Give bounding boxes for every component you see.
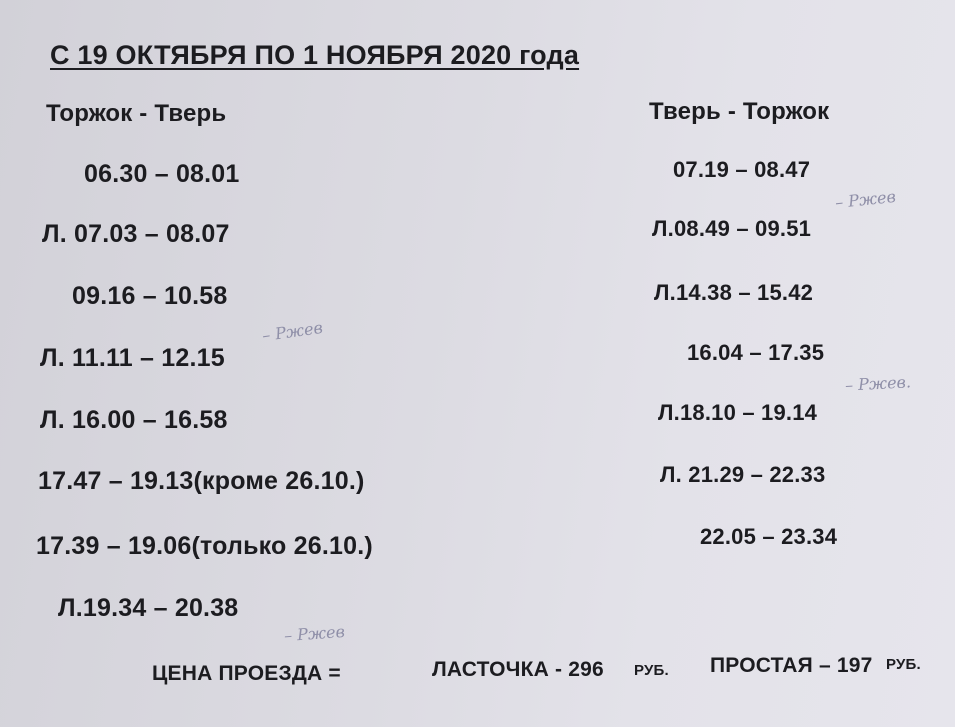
right-row: Л. 21.29 – 22.33 bbox=[660, 462, 826, 487]
left-row: Л. 16.00 – 16.58 bbox=[40, 406, 228, 434]
right-row: 07.19 – 08.47 bbox=[673, 157, 811, 182]
left-column-header: Торжок - Тверь bbox=[46, 100, 227, 127]
left-row: Л. 11.11 – 12.15 bbox=[40, 344, 225, 372]
left-row: 17.39 – 19.06(только 26.10.) bbox=[36, 532, 373, 560]
lastochka-currency: РУБ. bbox=[634, 662, 669, 679]
right-column-header: Тверь - Торжок bbox=[649, 98, 830, 125]
left-row: Л.19.34 – 20.38 bbox=[58, 594, 239, 622]
right-row: Л.08.49 – 09.51 bbox=[652, 216, 812, 241]
schedule-title: С 19 ОКТЯБРЯ ПО 1 НОЯБРЯ 2020 года bbox=[50, 40, 580, 70]
right-row: Л.14.38 – 15.42 bbox=[654, 280, 814, 305]
left-row: 06.30 – 08.01 bbox=[84, 160, 240, 188]
handwritten-note: – Ржев bbox=[260, 317, 324, 346]
prostaya-price: ПРОСТАЯ – 197 bbox=[710, 654, 873, 677]
left-row: 17.47 – 19.13(кроме 26.10.) bbox=[38, 467, 365, 495]
lastochka-price: ЛАСТОЧКА - 296 bbox=[432, 658, 604, 681]
left-row: 09.16 – 10.58 bbox=[72, 282, 228, 310]
handwritten-note: – Ржев bbox=[283, 621, 346, 646]
handwritten-note: – Ржев bbox=[834, 186, 897, 213]
prostaya-currency: РУБ. bbox=[886, 656, 921, 673]
price-label: ЦЕНА ПРОЕЗДА = bbox=[152, 662, 341, 685]
right-row: 22.05 – 23.34 bbox=[700, 524, 838, 549]
left-row: Л. 07.03 – 08.07 bbox=[42, 220, 230, 248]
right-row: Л.18.10 – 19.14 bbox=[658, 400, 818, 425]
right-row: 16.04 – 17.35 bbox=[687, 340, 825, 365]
handwritten-note: – Ржев. bbox=[844, 372, 912, 395]
